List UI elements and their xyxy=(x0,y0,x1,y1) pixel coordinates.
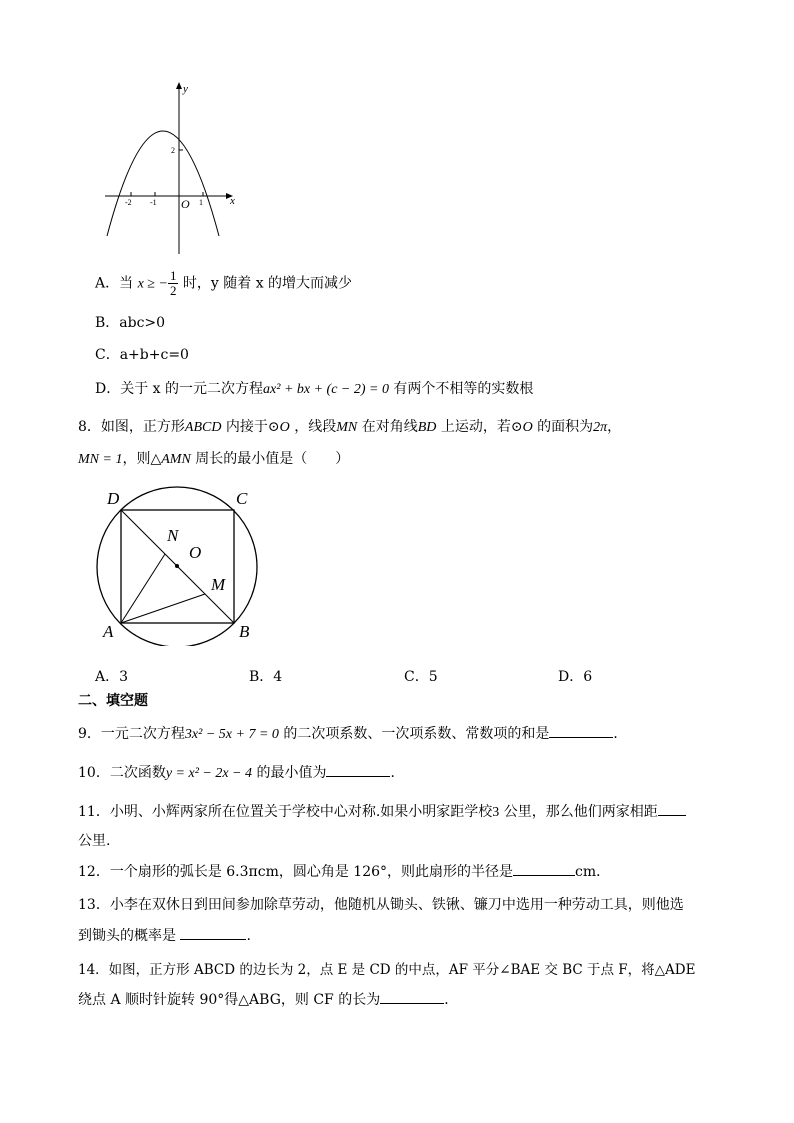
q7-option-b: B．abc>0 xyxy=(95,315,166,331)
q13-line2: 到锄头的概率是 . xyxy=(78,925,251,945)
q14-line1: 14．如图，正方形 ABCD 的边长为 2，点 E 是 CD 的中点，AF 平分∠BAE 交 BC 于点 F，将△ADE xyxy=(78,962,696,978)
circle-square-figure xyxy=(95,484,270,646)
answer-blank[interactable] xyxy=(513,861,575,876)
q10: 10．二次函数y = x² − 2x − 4 的最小值为 ． xyxy=(78,762,404,782)
answer-blank[interactable] xyxy=(380,989,444,1004)
y-axis-arrow xyxy=(176,82,182,89)
answer-blank[interactable] xyxy=(658,801,686,816)
tick-label-neg1: -1 xyxy=(150,198,157,207)
answer-blank[interactable] xyxy=(326,762,390,777)
q8-line1: 8．如图，正方形ABCD 内接于⊙O ，线段MN 在对角线BD 上运动，若⊙O 的面积为2π， xyxy=(78,419,622,435)
q7-option-c: C．a+b+c=0 xyxy=(95,347,189,363)
y-axis-label: y xyxy=(183,83,188,95)
origin-label: O xyxy=(181,197,190,211)
label-d: D xyxy=(107,489,120,508)
label-m: M xyxy=(211,575,226,594)
label-b: B xyxy=(239,622,250,641)
tick-label-1: 1 xyxy=(199,198,203,207)
center-point xyxy=(175,564,179,568)
tick-label-neg2: -2 xyxy=(125,198,132,207)
q12: 12．一个扇形的弧长是 6.3πcm，圆心角是 126°，则此扇形的半径是 cm． xyxy=(78,861,610,881)
label-a: A xyxy=(103,622,114,641)
q14-line2: 绕点 A 顺时针旋转 90°得△ABG，则 CF 的长为 ． xyxy=(78,989,458,1009)
q11-line2: 公里. xyxy=(78,833,111,849)
parabola-graph xyxy=(95,78,245,258)
label-o: O xyxy=(189,543,202,562)
segment-an xyxy=(121,554,165,623)
label-c: C xyxy=(236,489,248,508)
q7-option-d: D．关于 x 的一元二次方程ax² + bx + (c − 2) = 0 有两个不相等的实数根 xyxy=(95,381,534,397)
x-axis-label: x xyxy=(230,195,235,207)
q7-option-a: A．当 x ≥ − $\frac{1}{2}$ 时，y 随着 x 的增大而减少 xyxy=(95,268,353,298)
tick-label-2: 2 xyxy=(171,146,175,155)
q8-option-d: D．6 xyxy=(558,669,593,685)
label-n: N xyxy=(167,526,179,545)
section-title: 二、填空题 xyxy=(78,693,148,709)
q8-line2: MN = 1，则△AMN 周长的最小值是（ ） xyxy=(78,451,350,467)
q11-line1: 11．小明、小辉两家所在位置关于学校中心对称.如果小明家距学校3 公里，那么他们两家相距 xyxy=(78,801,686,821)
parabola-curve xyxy=(107,131,219,236)
answer-blank[interactable] xyxy=(549,723,613,738)
q13-line1: 13．小李在双休日到田间参加除草劳动，他随机从锄头、铁锹、镰刀中选用一种劳动工具，则他选 xyxy=(78,897,684,913)
q8-option-b: B．4 xyxy=(249,669,283,685)
q9: 9．一元二次方程3x² − 5x + 7 = 0 的二次项系数、一次项系数、常数项的和是 ． xyxy=(78,723,627,743)
segment-am xyxy=(121,594,205,623)
answer-blank[interactable] xyxy=(180,925,246,940)
q8-option-a: A．3 xyxy=(95,669,129,685)
q8-option-c: C．5 xyxy=(404,669,438,685)
fraction: $\frac{1}{2}$ xyxy=(169,268,177,298)
